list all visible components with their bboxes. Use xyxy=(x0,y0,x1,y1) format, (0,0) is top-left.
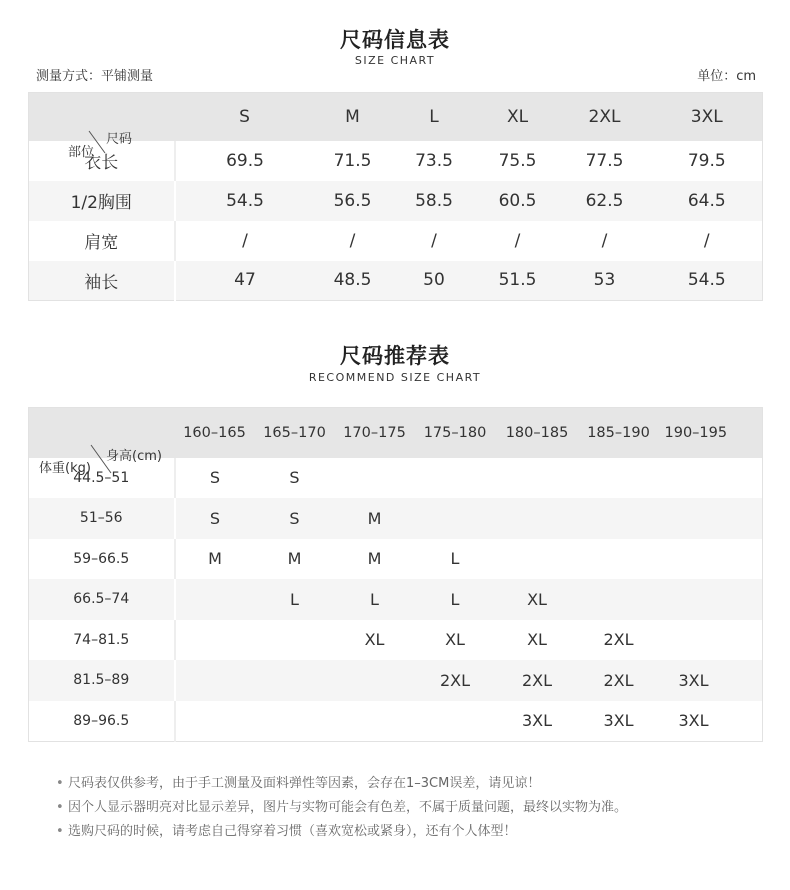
row-label: 51–56 xyxy=(29,498,175,539)
size-corner-cell xyxy=(29,93,175,160)
table-cell xyxy=(415,458,496,499)
table-cell: / xyxy=(349,230,356,251)
table-cell xyxy=(175,579,255,620)
table-cell: L xyxy=(290,589,299,609)
table-cell: XL xyxy=(364,630,385,650)
table-cell xyxy=(255,701,335,742)
table-cell xyxy=(335,458,415,499)
bullet-icon: • xyxy=(56,824,64,839)
table-cell: M xyxy=(367,549,382,569)
size-chart-title: 尺码信息表 xyxy=(340,28,450,52)
size-col-header: M xyxy=(345,106,360,127)
height-col-header: 165–170 xyxy=(263,424,326,441)
table-cell: 54.5 xyxy=(687,270,726,291)
corner-diagonal xyxy=(29,117,175,165)
table-row xyxy=(29,539,763,580)
row-label: 44.5–51 xyxy=(29,458,175,499)
recommend-corner-cell xyxy=(29,408,175,476)
note-text: 因个人显示器明亮对比显示差异，图片与实物可能会有色差，不属于质量问题，最终以实物为准。 xyxy=(68,800,628,815)
table-cell xyxy=(335,701,415,742)
recommend-table xyxy=(28,407,763,742)
table-cell xyxy=(415,498,496,539)
table-cell xyxy=(175,660,255,701)
table-cell: 54.5 xyxy=(226,190,264,211)
row-label: 袖长 xyxy=(29,261,175,301)
table-cell: / xyxy=(431,230,437,251)
row-label: 81.5–89 xyxy=(29,660,175,701)
table-row xyxy=(29,620,763,661)
table-cell: 69.5 xyxy=(226,150,264,171)
table-row xyxy=(29,660,763,701)
row-label: 89–96.5 xyxy=(29,701,175,742)
table-cell: L xyxy=(370,589,379,609)
table-cell: XL xyxy=(445,630,465,650)
table-cell: 3XL xyxy=(678,711,709,730)
size-info-table xyxy=(28,92,763,301)
table-row xyxy=(29,261,763,301)
table-cell: 53 xyxy=(593,270,616,291)
table-cell: 75.5 xyxy=(498,150,537,171)
table-cell: 79.5 xyxy=(687,150,726,171)
recommend-chart-subtitle: RECOMMEND SIZE CHART xyxy=(308,371,482,384)
table-cell: / xyxy=(514,230,521,251)
note-text: 选购尺码的时候，请考虑自己得穿着习惯（喜欢宽松或紧身），还有个人体型！ xyxy=(68,824,517,839)
table-cell xyxy=(255,660,335,701)
table-cell: 3XL xyxy=(678,670,709,690)
corner-weight-label: 体重(kg) xyxy=(39,460,91,476)
table-cell xyxy=(175,620,255,661)
measure-method: 测量方式：平铺测量 xyxy=(36,69,154,84)
table-cell: 56.5 xyxy=(333,190,372,211)
note-item xyxy=(56,820,627,844)
size-col-header: S xyxy=(239,106,250,127)
table-cell: 50 xyxy=(423,270,445,291)
table-cell xyxy=(415,701,496,742)
table-cell: 2XL xyxy=(439,670,471,690)
table-cell: L xyxy=(450,589,460,609)
table-cell: 3XL xyxy=(521,711,553,730)
table-cell: L xyxy=(450,549,460,569)
corner-part-label: 部位 xyxy=(68,144,95,160)
table-cell: 2XL xyxy=(603,670,634,690)
table-cell: 58.5 xyxy=(415,190,453,211)
size-col-header: 3XL xyxy=(690,106,723,127)
table-cell xyxy=(335,660,415,701)
height-col-header: 180–185 xyxy=(505,424,569,441)
size-col-header: XL xyxy=(506,106,529,127)
table-cell xyxy=(659,620,763,661)
height-col-header: 190–195 xyxy=(664,424,728,441)
corner-height-label: 身高(cm) xyxy=(106,448,162,464)
table-cell: S xyxy=(209,468,221,488)
table-row xyxy=(29,701,763,742)
table-cell xyxy=(496,539,579,580)
table-cell: 51.5 xyxy=(498,270,537,291)
table-cell: 47 xyxy=(234,270,256,291)
table-cell: 2XL xyxy=(603,630,634,650)
height-col-header: 170–175 xyxy=(343,424,406,441)
table-cell xyxy=(579,539,659,580)
table-cell: 77.5 xyxy=(585,150,624,171)
table-cell: / xyxy=(242,230,248,251)
notes-list xyxy=(56,772,627,844)
table-cell: / xyxy=(703,230,710,251)
bullet-icon: • xyxy=(56,800,64,815)
table-cell: S xyxy=(209,508,221,528)
table-cell: 64.5 xyxy=(687,190,726,211)
table-cell: / xyxy=(601,230,608,251)
table-cell: 2XL xyxy=(521,670,553,690)
table-cell xyxy=(496,498,579,539)
table-cell: XL xyxy=(527,589,547,609)
table-cell: M xyxy=(208,549,222,569)
size-header-row xyxy=(29,93,763,141)
row-label: 衣长 xyxy=(29,141,175,181)
size-col-header: L xyxy=(429,106,439,127)
note-item xyxy=(56,796,627,820)
row-label: 74–81.5 xyxy=(29,620,175,661)
height-col-header: 175–180 xyxy=(423,424,487,441)
table-cell xyxy=(255,620,335,661)
row-label: 66.5–74 xyxy=(29,579,175,620)
table-cell: M xyxy=(367,508,382,528)
note-item xyxy=(56,772,627,796)
table-row xyxy=(29,498,763,539)
size-col-header: 2XL xyxy=(588,106,621,127)
bullet-icon: • xyxy=(56,776,64,791)
table-cell xyxy=(579,579,659,620)
table-cell xyxy=(659,539,763,580)
table-row xyxy=(29,181,763,221)
table-cell: M xyxy=(287,549,302,569)
table-cell: 3XL xyxy=(603,711,634,730)
table-cell: S xyxy=(289,508,300,528)
row-label: 肩宽 xyxy=(29,221,175,261)
row-label: 1/2胸围 xyxy=(29,181,175,221)
table-cell xyxy=(659,458,763,499)
table-cell: XL xyxy=(527,630,547,650)
recommend-chart-title: 尺码推荐表 xyxy=(340,344,450,368)
recommend-header-row xyxy=(29,408,763,458)
size-chart-subtitle: SIZE CHART xyxy=(354,54,436,67)
table-cell: 73.5 xyxy=(415,150,453,171)
corner-size-label: 尺码 xyxy=(106,131,133,147)
table-cell xyxy=(579,458,659,499)
table-cell xyxy=(175,701,255,742)
table-cell: S xyxy=(289,468,300,488)
table-cell: 62.5 xyxy=(585,190,624,211)
height-col-header: 160–165 xyxy=(183,424,246,441)
table-cell: 48.5 xyxy=(333,270,372,291)
table-cell: 60.5 xyxy=(498,190,537,211)
table-row xyxy=(29,579,763,620)
table-row xyxy=(29,221,763,261)
table-cell xyxy=(659,498,763,539)
table-cell xyxy=(659,579,763,620)
table-cell xyxy=(579,498,659,539)
row-label: 59–66.5 xyxy=(29,539,175,580)
height-col-header: 185–190 xyxy=(587,424,650,441)
table-cell xyxy=(496,458,579,499)
table-cell: 71.5 xyxy=(333,150,372,171)
note-text: 尺码表仅供参考，由于手工测量及面料弹性等因素，会存在1–3CM误差，请见谅！ xyxy=(68,776,541,791)
unit-label: 单位：cm xyxy=(697,69,756,84)
